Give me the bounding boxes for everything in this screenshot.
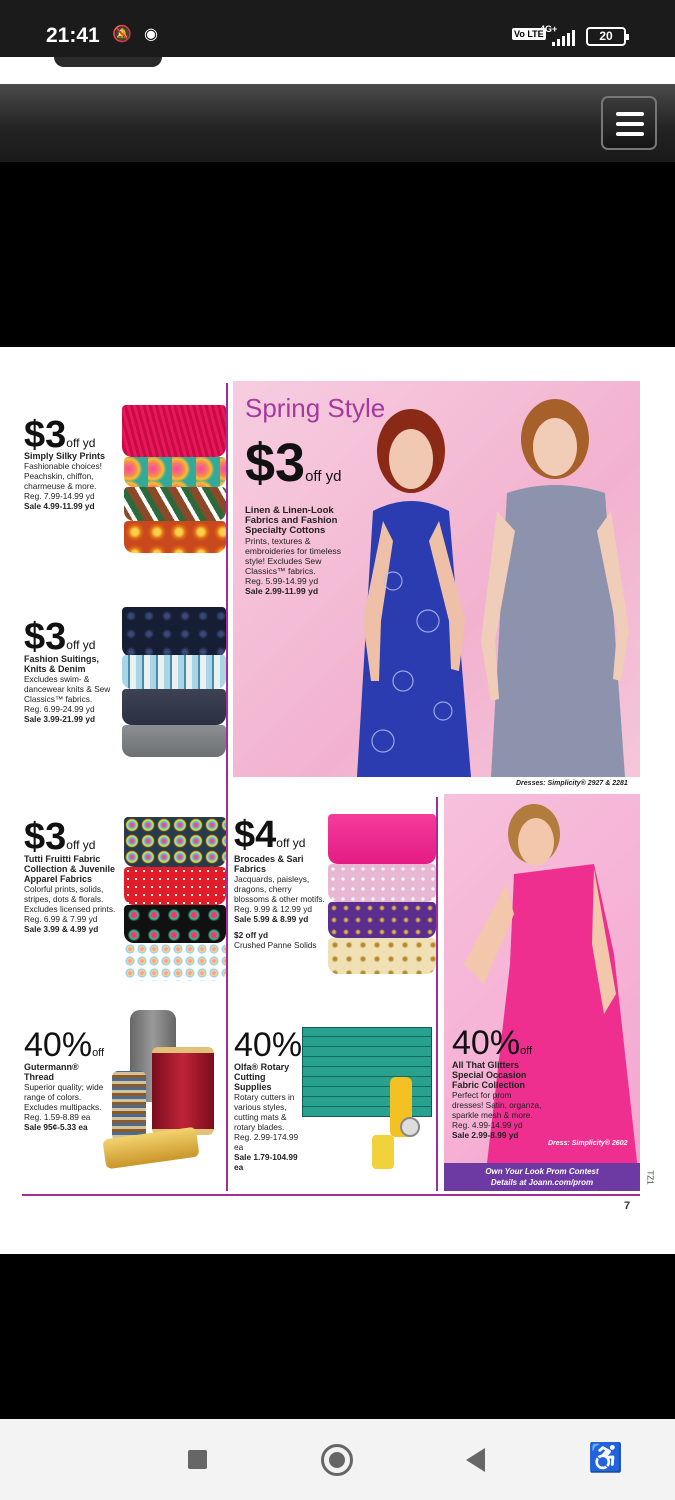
price-badge: $3off yd	[24, 816, 96, 858]
hamburger-menu-icon	[616, 112, 644, 116]
fabric-swatch	[124, 487, 226, 521]
fabric-swatch	[328, 902, 436, 938]
fabric-swatch	[124, 943, 226, 981]
item-copy: Gutermann® Thread Superior quality; wide range of colors. Excludes multipacks. Reg. 1.59-8.89 ea Sale 95¢-5.33 ea	[24, 1062, 104, 1132]
percent-badge: 40%off	[24, 1026, 105, 1064]
photo-caption: Dress: Simplicity® 2602	[548, 1140, 628, 1147]
fabric-swatch	[328, 938, 436, 974]
fabric-swatch	[122, 725, 226, 757]
item-copy: Linen & Linen-Look Fabrics and Fashion Specialty Cottons Prints, textures & embroideries for timeless style! Excludes Sew Classics™ fabrics. Reg. 5.99-14.99 yd Sale 2.99-11.99 yd	[245, 505, 341, 596]
signal-icon	[552, 30, 576, 46]
recents-button[interactable]	[188, 1450, 207, 1469]
accessibility-icon[interactable]: ♿	[588, 1442, 623, 1473]
bottom-rule	[22, 1194, 640, 1196]
status-bar	[0, 0, 675, 57]
item-copy: Fashion Suitings, Knits & Denim Excludes swim- & dancewear knits & Sew Classics™ fabrics. Reg. 6.99-24.99 yd Sale 3.99-21.99 yd	[24, 654, 111, 724]
column-divider	[226, 383, 228, 1191]
page-number: 7	[624, 1200, 631, 1212]
item-copy: Simply Silky Prints Fashionable choices! Peachskin, chiffon, charmeuse & more. Reg. 7.99-14.99 yd Sale 4.99-11.99 yd	[24, 451, 106, 511]
clock: 21:41	[46, 24, 100, 47]
mute-bell-icon: 🔕	[112, 26, 132, 43]
price-badge: $3off yd	[245, 433, 342, 493]
app-toolbar	[0, 84, 675, 162]
fabric-swatch	[122, 405, 226, 457]
item-copy: All That Glitters Special Occasion Fabric Collection Perfect for prom dresses! Satin, organza, sparkle mesh & more. Reg. 4.99-14.99 yd Sale 2.99-8.99 yd	[452, 1060, 542, 1140]
fabric-swatch	[122, 607, 226, 657]
percent-badge: 40%	[234, 1026, 303, 1064]
item-copy: Tutti Fruitti Fabric Collection & Juvenile Apparel Fabrics Colorful prints, solids, stripes, dots & florals. Excludes licensed prints. Reg. 6.99 & 7.99 yd Sale 3.99 & 4.99 yd	[24, 854, 116, 934]
price-badge: $3off yd	[24, 414, 96, 456]
fabric-swatch	[122, 655, 226, 689]
item-copy: Brocades & Sari Fabrics Jacquards, paisleys, dragons, cherry blossoms & other motifs. Reg. 9.99 & 12.99 yd Sale 5.99 & 8.99 yd $2 off yd Crushed Panne Solids	[234, 854, 325, 950]
thread-spool	[112, 1071, 146, 1141]
column-divider	[436, 797, 438, 1191]
spring-style-photo	[233, 381, 640, 777]
cutting-mat	[302, 1027, 432, 1117]
fabric-swatch	[122, 689, 226, 725]
blade-pack	[372, 1135, 394, 1169]
fabric-swatch	[124, 867, 226, 905]
section-title: Spring Style	[245, 393, 386, 423]
home-button[interactable]	[321, 1444, 353, 1476]
prom-dress-photo	[444, 794, 640, 1189]
side-code: TZ1	[645, 1170, 655, 1185]
volte-icon: Vo LTE	[514, 29, 544, 39]
prom-contest-banner[interactable]: Own Your Look Prom Contest Details at Joann.com/prom	[444, 1163, 640, 1191]
price-badge: $3off yd	[24, 616, 96, 658]
percent-badge: 40%off	[452, 1024, 533, 1062]
blade-pack	[400, 1117, 420, 1137]
pull-tab	[54, 57, 162, 67]
price-badge: $4off yd	[234, 814, 306, 856]
photo-caption: Dresses: Simplicity® 2927 & 2281	[516, 780, 628, 787]
fabric-swatch	[124, 905, 226, 943]
ad-page[interactable]	[0, 347, 675, 1254]
thread-spool	[152, 1047, 214, 1135]
battery-icon: 20	[586, 27, 626, 46]
back-button[interactable]	[466, 1448, 485, 1472]
network-type: 4G+	[540, 24, 558, 34]
letterbox-bottom	[0, 1254, 675, 1419]
menu-button[interactable]	[601, 96, 657, 150]
fabric-swatch	[124, 521, 226, 553]
letterbox-top	[0, 162, 675, 347]
fabric-swatch	[328, 814, 436, 864]
fabric-swatch	[328, 864, 436, 902]
fabric-swatch	[124, 457, 226, 487]
fabric-swatch	[124, 817, 226, 867]
record-icon: ◉	[144, 26, 158, 43]
item-copy: Olfa® Rotary Cutting Supplies Rotary cutters in various styles, cutting mats & rotary blades. Reg. 2.99-174.99 ea Sale 1.79-104.99 ea	[234, 1062, 299, 1172]
